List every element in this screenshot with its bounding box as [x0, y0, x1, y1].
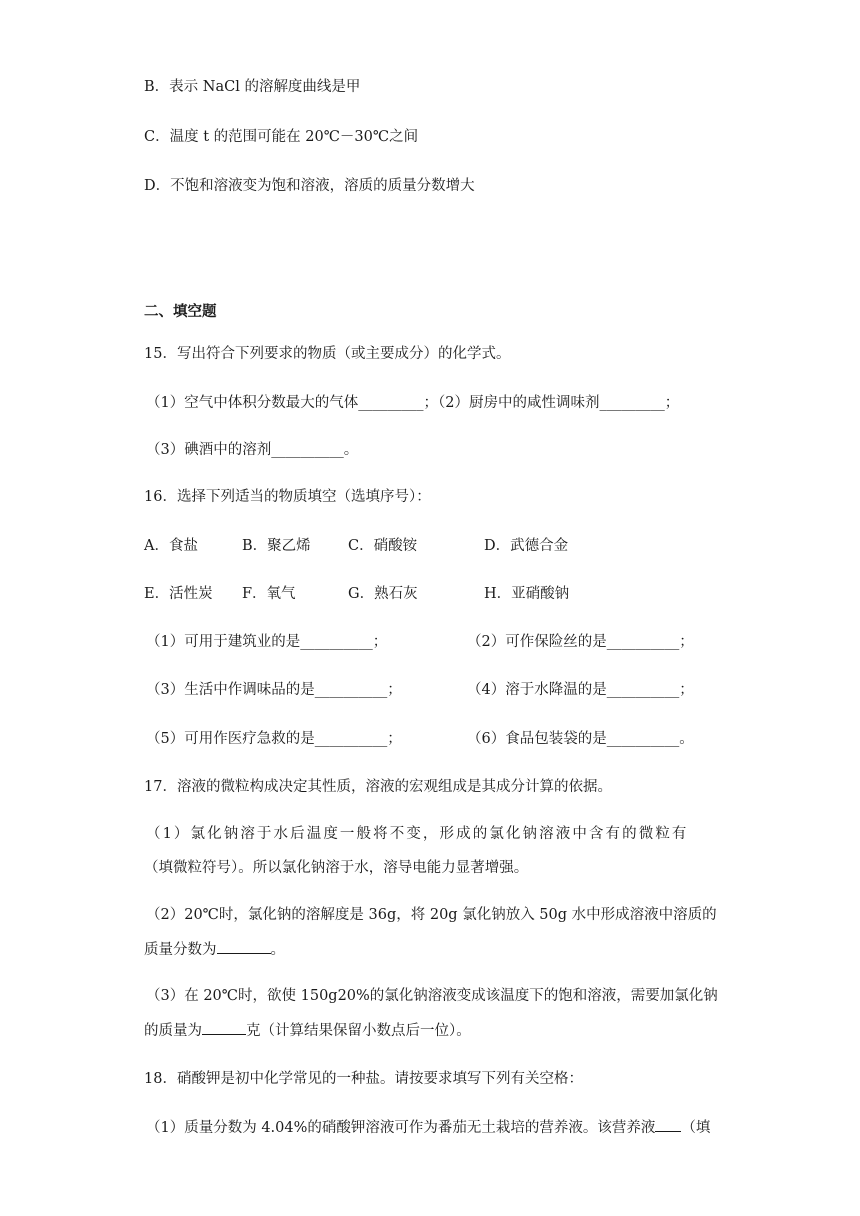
- q16-stem: 16．选择下列适当的物质填空（选填序号）：: [144, 489, 431, 505]
- q15-line2: （3）碘酒中的溶剂__________。: [146, 442, 359, 458]
- option-c: C．温度 t 的范围可能在 20℃－30℃之间: [144, 129, 419, 145]
- section-title: 二、填空题: [144, 303, 217, 320]
- option-h-item: H．亚硝酸钠: [484, 586, 570, 602]
- option-g-item: G．熟石灰: [348, 586, 418, 602]
- q17-p3-end: 克（计算结果保留小数点后一位）。: [246, 1023, 471, 1039]
- answer-blank[interactable]: [655, 1117, 681, 1132]
- q17-p2-line1: （2）20℃时，氯化钠的溶解度是 36g，将 20g 氯化钠放入 50g 水中形成溶液中溶质的: [146, 907, 717, 923]
- q18-p1-text: （1）质量分数为 4.04%的硝酸钾溶液可作为番茄无土栽培的营养液。该营养液: [146, 1120, 656, 1136]
- q15-stem: 15．写出符合下列要求的物质（或主要成分）的化学式。: [144, 346, 511, 362]
- option-d: D．不饱和溶液变为饱和溶液，溶质的质量分数增大: [144, 178, 475, 194]
- option-a-item: A．食盐: [144, 538, 198, 554]
- q16-sub2: （2）可作保险丝的是__________；: [467, 634, 694, 650]
- q17-p2-end: 。: [270, 942, 285, 958]
- answer-blank[interactable]: [217, 939, 271, 954]
- q17-p2-line2: [144, 939, 285, 960]
- q17-p1-line2: （填微粒符号）。所以氯化钠溶于水，溶导电能力显著增强。: [144, 860, 529, 876]
- q18-p1-end: （填: [681, 1120, 711, 1136]
- q16-sub-row3: [146, 729, 402, 749]
- q16-sub-row2: [146, 680, 402, 700]
- q17-stem: 17．溶液的微粒构成决定其性质，溶液的宏观组成是其成分计算的依据。: [144, 779, 612, 795]
- answer-blank[interactable]: [202, 1020, 246, 1035]
- q18-p1: [146, 1117, 710, 1138]
- option-b: B．表示 NaCl 的溶解度曲线是甲: [144, 79, 361, 95]
- option-b-item: B．聚乙烯: [242, 538, 311, 554]
- q16-sub4: （4）溶于水降温的是__________；: [467, 682, 694, 698]
- option-d-item: D．武德合金: [484, 538, 569, 554]
- option-e-item: E．活性炭: [144, 586, 213, 602]
- q15-line1: （1）空气中体积分数最大的气体_________；（2）厨房中的咸性调味剂_________；: [146, 395, 680, 411]
- q17-p3-text: 的质量为: [144, 1023, 202, 1039]
- q16-sub1: （1）可用于建筑业的是__________；: [146, 634, 388, 650]
- q16-sub3: （3）生活中作调味品的是__________；: [146, 682, 402, 698]
- q17-p3-line2: [144, 1020, 471, 1041]
- q16-sub6: （6）食品包装袋的是__________。: [467, 731, 694, 747]
- q17-p3-line1: （3）在 20℃时，欲使 150g20%的氯化钠溶液变成该温度下的饱和溶液，需要加氯化钠: [146, 988, 718, 1004]
- option-f-item: F．氧气: [242, 586, 296, 602]
- option-c-item: C．硝酸铵: [348, 538, 418, 554]
- q16-sub5: （5）可用作医疗急救的是__________；: [146, 731, 402, 747]
- q17-p2-text: 质量分数为: [144, 942, 217, 958]
- q16-sub-row1: [146, 632, 387, 652]
- q18-stem: 18．硝酸钾是初中化学常见的一种盐。请按要求填写下列有关空格：: [144, 1071, 583, 1087]
- q17-p1-line1: （1）氯化钠溶于水后温度一般将不变，形成的氯化钠溶液中含有的微粒有: [146, 826, 689, 842]
